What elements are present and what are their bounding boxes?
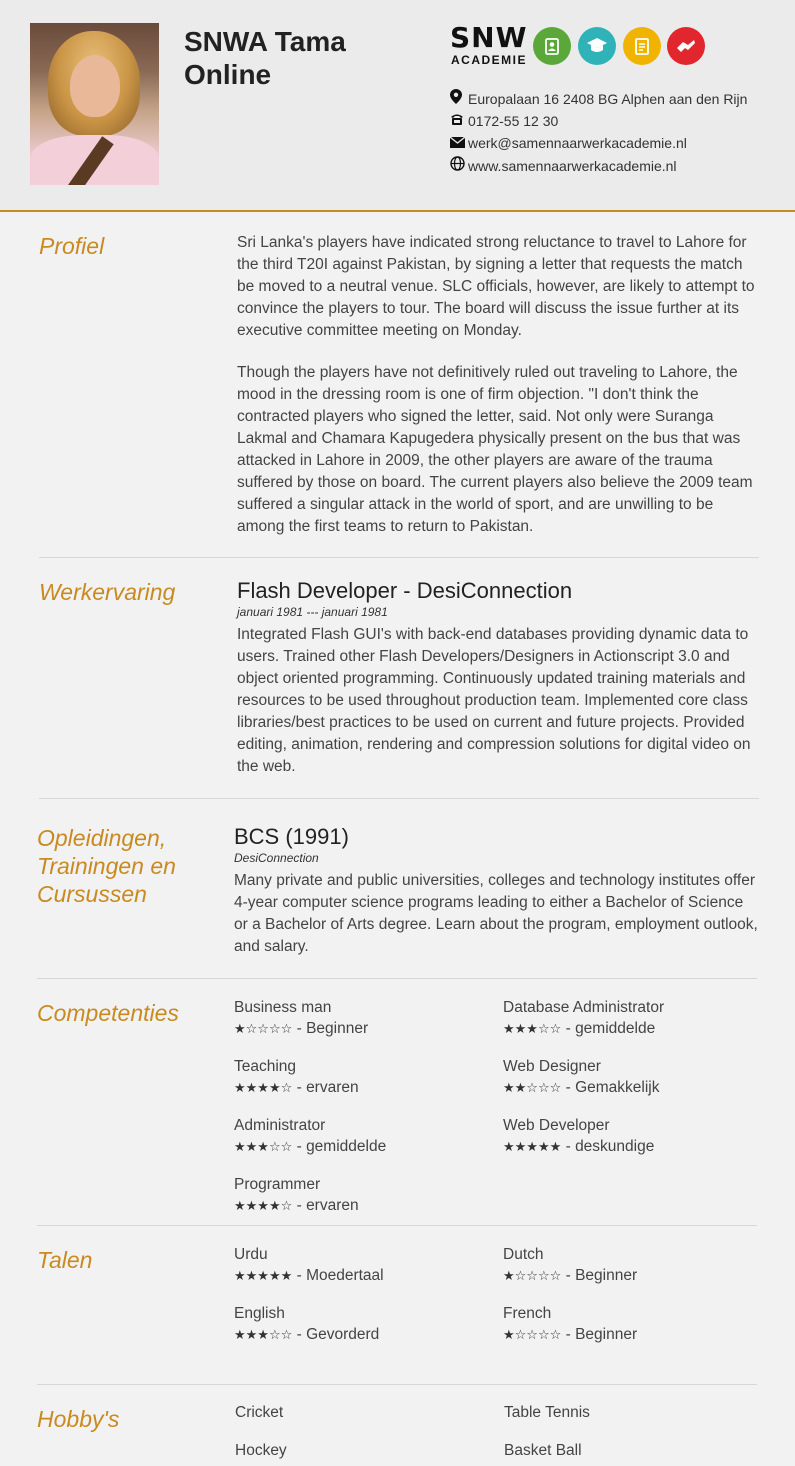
skill-level: ervaren xyxy=(306,1079,359,1096)
skill-level: deskundige xyxy=(575,1138,655,1155)
rating-stars: ★★★★★ xyxy=(234,1269,293,1284)
clipboard-icon xyxy=(623,27,661,65)
skill-level: gemiddelde xyxy=(575,1020,656,1037)
section-title-competenties: Competenties xyxy=(37,1000,179,1026)
section-divider xyxy=(37,1384,757,1385)
job-dates: januari 1981 --- januari 1981 xyxy=(237,605,388,619)
logo-subtext: ACADEMIE xyxy=(451,53,528,67)
language-item: Urdu ★★★★★ - Moedertaal xyxy=(234,1245,484,1288)
cv-header xyxy=(0,0,795,212)
skill-level: Beginner xyxy=(306,1020,369,1037)
hobby-item: Hockey xyxy=(235,1442,287,1459)
skill-level: ervaren xyxy=(306,1197,359,1214)
skill-name: Business man xyxy=(234,999,332,1016)
language-name: Urdu xyxy=(234,1246,268,1263)
hobby-item: Cricket xyxy=(235,1404,284,1421)
skill-name: Programmer xyxy=(234,1176,321,1193)
address-text: Europalaan 16 2408 BG Alphen aan den Rijn xyxy=(468,91,748,107)
skill-item: Database Administrator ★★★☆☆ - gemiddelde xyxy=(503,998,753,1041)
language-level: Beginner xyxy=(575,1326,638,1343)
rating-stars: ★☆☆☆☆ xyxy=(503,1269,562,1284)
profile-paragraph-2: Though the players have not definitively ruled out traveling to Lahore, the mood in the dressing room is one of firm objection. "I don't think the contracted players who signed the letter, said. Not only were Suranga Lakmal and Chamara Kapugedera physically present on the bus that was attacked in Lahore in 2009, the other players are aware of the trauma suffered by those on board. The current players also believe the 2009 team suffered a singular attack in the world of sport, and are unwilling to be among the first teams to return to Pakistan. xyxy=(237,364,753,535)
skill-name: Database Administrator xyxy=(503,999,665,1016)
handshake-icon xyxy=(667,27,705,65)
profile-photo xyxy=(30,23,159,185)
rating-stars: ★★★☆☆ xyxy=(503,1022,562,1037)
envelope-icon xyxy=(450,134,468,152)
graduation-cap-icon xyxy=(578,27,616,65)
rating-stars: ★★★★★ xyxy=(503,1140,562,1155)
contact-email xyxy=(450,134,687,152)
skill-name: Administrator xyxy=(234,1117,326,1134)
rating-stars: ★☆☆☆☆ xyxy=(234,1022,293,1037)
website-link[interactable]: www.samennaarwerkacademie.nl xyxy=(468,158,677,174)
degree-description: Many private and public universities, colleges and technology institutes offer 4-year computer science programs leading to either a Bachelor of Science or a Bachelor of Arts degree. Learn about the program, employment outlook, and salary. xyxy=(234,872,758,955)
phone-icon xyxy=(450,112,468,130)
skill-item: Web Designer ★★☆☆☆ - Gemakkelijk xyxy=(503,1057,753,1100)
skill-item: Programmer ★★★★☆ - ervaren xyxy=(234,1175,484,1218)
skill-level: gemiddelde xyxy=(306,1138,387,1155)
job-description: Integrated Flash GUI's with back-end databases providing dynamic data to users. Trained other Flash Developers/Designers in Actionscript 3.0 and object oriented programming. Continuously updated training materials and resources to be used throughout production team. Implemented core class libraries/best practices to be used on current and future projects. Provided editing, animation, rendering and compression solutions for digital video on the web. xyxy=(237,626,751,775)
section-title-werkervaring: Werkervaring xyxy=(39,579,176,605)
skill-item: Teaching ★★★★☆ - ervaren xyxy=(234,1057,484,1100)
hobby-item: Basket Ball xyxy=(504,1442,582,1459)
language-item: Dutch ★☆☆☆☆ - Beginner xyxy=(503,1245,753,1288)
language-item: English ★★★☆☆ - Gevorderd xyxy=(234,1304,484,1347)
degree-institution: DesiConnection xyxy=(234,851,319,865)
degree-title: BCS (1991) xyxy=(234,824,349,849)
contact-website xyxy=(450,156,677,175)
map-pin-icon xyxy=(450,89,468,108)
rating-stars: ★☆☆☆☆ xyxy=(503,1328,562,1343)
skill-name: Web Designer xyxy=(503,1058,601,1075)
skill-item: Administrator ★★★☆☆ - gemiddelde xyxy=(234,1116,484,1159)
profile-paragraph-1: Sri Lanka's players have indicated strong reluctance to travel to Lahore for the third T20I against Pakistan, by signing a letter that requests the match be moved to a neutral venue. SLC officials, however, are likely to attempt to convince the players to tour. The board will discuss the issue further at its executive committee meeting on Monday. xyxy=(237,234,755,339)
language-level: Beginner xyxy=(575,1267,638,1284)
person-name: SNWA Tama Online xyxy=(184,26,346,90)
id-badge-icon xyxy=(533,27,571,65)
phone-text[interactable]: 0172-55 12 30 xyxy=(468,113,559,129)
email-link[interactable]: werk@samennaarwerkacademie.nl xyxy=(468,135,687,151)
rating-stars: ★★☆☆☆ xyxy=(503,1081,562,1096)
hobby-item: Table Tennis xyxy=(504,1404,590,1421)
rating-stars: ★★★★☆ xyxy=(234,1081,293,1096)
skill-item: Business man ★☆☆☆☆ - Beginner xyxy=(234,998,484,1041)
language-name: Dutch xyxy=(503,1246,544,1263)
rating-stars: ★★★☆☆ xyxy=(234,1140,293,1155)
rating-stars: ★★★★☆ xyxy=(234,1199,293,1214)
logo-text: SNW xyxy=(450,21,528,54)
section-title-opleidingen: Opleidingen, Trainingen en Cursussen xyxy=(37,825,176,907)
skill-level: Gemakkelijk xyxy=(575,1079,660,1096)
rating-stars: ★★★☆☆ xyxy=(234,1328,293,1343)
globe-icon xyxy=(450,156,468,175)
language-level: Gevorderd xyxy=(306,1326,380,1343)
contact-address xyxy=(450,89,747,108)
job-title: Flash Developer - DesiConnection xyxy=(237,578,573,603)
language-name: English xyxy=(234,1305,285,1322)
section-title-talen: Talen xyxy=(37,1247,93,1273)
contact-phone xyxy=(450,112,558,130)
skill-item: Web Developer ★★★★★ - deskundige xyxy=(503,1116,753,1159)
language-name: French xyxy=(503,1305,552,1322)
language-level: Moedertaal xyxy=(306,1267,384,1284)
section-title-hobbys: Hobby's xyxy=(37,1406,120,1432)
section-divider xyxy=(37,1225,757,1226)
section-title-profiel: Profiel xyxy=(39,233,105,259)
section-divider xyxy=(39,557,759,558)
skill-name: Teaching xyxy=(234,1058,297,1075)
language-item: French ★☆☆☆☆ - Beginner xyxy=(503,1304,753,1347)
skill-name: Web Developer xyxy=(503,1117,610,1134)
section-divider xyxy=(39,798,759,799)
section-divider xyxy=(37,978,757,979)
